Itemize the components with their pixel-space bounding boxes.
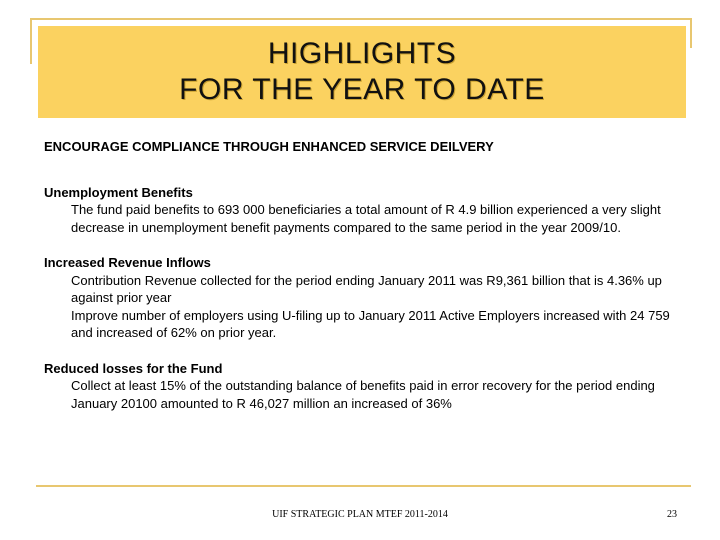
section-unemployment-benefits: [44, 184, 684, 237]
title-band: [38, 26, 686, 118]
title-line-1: HIGHLIGHTS: [267, 37, 457, 70]
section-heading: Unemployment Benefits: [44, 184, 193, 200]
section-reduced-losses: [44, 360, 684, 413]
main-heading: ENCOURAGE COMPLIANCE THROUGH ENHANCED SERVICE DEILVERY: [44, 139, 494, 154]
footer-rule: [36, 485, 691, 487]
frame-right-line: [690, 18, 692, 48]
slide-title: [38, 36, 686, 108]
footer-text: UIF STRATEGIC PLAN MTEF 2011-2014: [272, 509, 448, 520]
slide-content: [44, 138, 684, 430]
section-paragraph: Collect at least 15% of the outstanding balance of benefits paid in error recovery for the period ending January 20100 amounted to R 46,027 million an increased of 36%: [71, 378, 655, 411]
page-number: 23: [667, 509, 677, 520]
section-paragraph: The fund paid benefits to 693 000 beneficiaries a total amount of R 4.9 billion experienced a very slight decrease in unemployment benefit payments compared to the same period in the year 2009/10.: [71, 202, 661, 235]
section-heading: Increased Revenue Inflows: [44, 255, 211, 270]
section-revenue-inflows: [44, 254, 684, 342]
section-paragraph: Improve number of employers using U-filing up to January 2011 Active Employers increased with 24 759 and increased of 62% on prior year.: [71, 307, 670, 340]
title-line-2: FOR THE YEAR TO DATE: [179, 73, 545, 106]
frame-left-line: [30, 18, 32, 64]
section-heading: Reduced losses for the Fund: [44, 360, 223, 376]
section-paragraph: Contribution Revenue collected for the period ending January 2011 was R9,361 billion that is 4.36% up against prior year: [71, 272, 662, 305]
frame-top-line: [30, 18, 692, 20]
